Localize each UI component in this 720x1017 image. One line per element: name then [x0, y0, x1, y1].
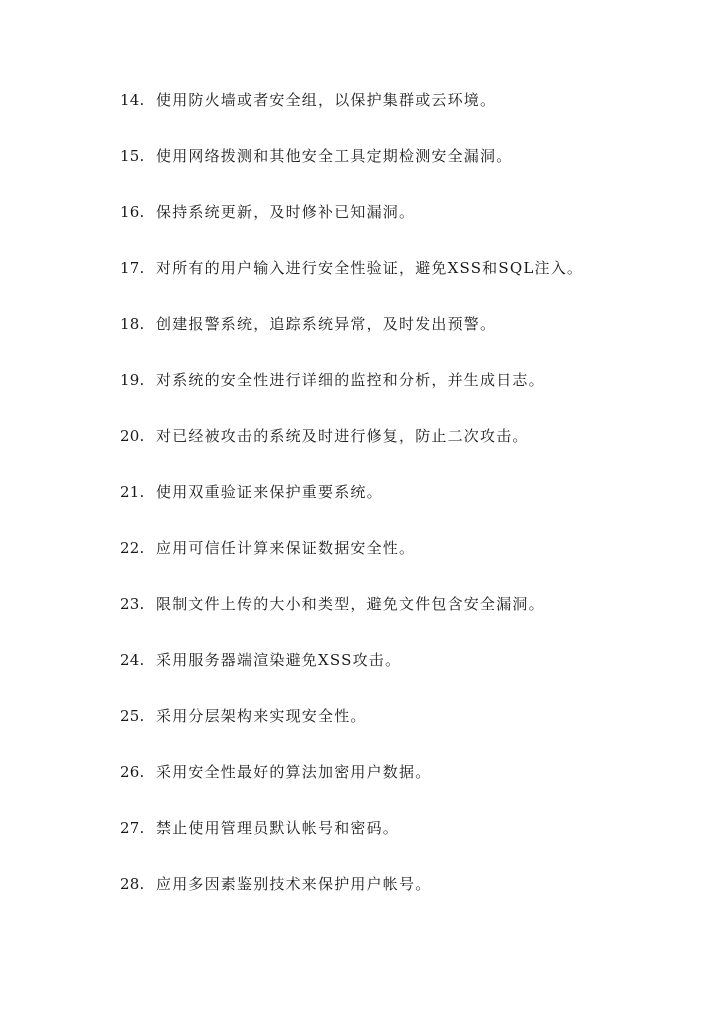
item-number: 28. — [120, 875, 145, 893]
item-number: 19. — [120, 371, 145, 389]
item-number: 16. — [120, 203, 145, 221]
item-text: 采用安全性最好的算法加密用户数据。 — [156, 763, 432, 781]
item-text: 对系统的安全性进行详细的监控和分析，并生成日志。 — [156, 371, 545, 389]
item-number: 25. — [120, 707, 145, 725]
list-item — [120, 702, 680, 758]
item-text: 使用双重验证来保护重要系统。 — [156, 483, 383, 501]
item-text: 采用服务器端渲染避免XSS攻击。 — [156, 651, 402, 669]
security-measures-list — [120, 86, 680, 926]
list-item — [120, 478, 680, 534]
list-item — [120, 142, 680, 198]
item-number: 20. — [120, 427, 145, 445]
item-number: 22. — [120, 539, 145, 557]
item-number: 14. — [120, 91, 145, 109]
item-text: 应用可信任计算来保证数据安全性。 — [156, 539, 416, 557]
item-number: 18. — [120, 315, 145, 333]
list-item — [120, 814, 680, 870]
item-number: 17. — [120, 259, 145, 277]
item-text: 对所有的用户输入进行安全性验证，避免XSS和SQL注入。 — [156, 259, 584, 277]
item-number: 27. — [120, 819, 145, 837]
list-item — [120, 366, 680, 422]
item-text: 创建报警系统，追踪系统异常，及时发出预警。 — [156, 315, 497, 333]
item-text: 使用网络拨测和其他安全工具定期检测安全漏洞。 — [156, 147, 513, 165]
list-item — [120, 422, 680, 478]
item-number: 21. — [120, 483, 145, 501]
list-item — [120, 758, 680, 814]
item-text: 对已经被攻击的系统及时进行修复，防止二次攻击。 — [156, 427, 529, 445]
item-text: 禁止使用管理员默认帐号和密码。 — [156, 819, 400, 837]
item-number: 26. — [120, 763, 145, 781]
list-item — [120, 534, 680, 590]
item-number: 23. — [120, 595, 145, 613]
list-item — [120, 646, 680, 702]
item-number: 15. — [120, 147, 145, 165]
item-number: 24. — [120, 651, 145, 669]
item-text: 保持系统更新，及时修补已知漏洞。 — [156, 203, 416, 221]
item-text: 应用多因素鉴别技术来保护用户帐号。 — [156, 875, 432, 893]
list-item — [120, 310, 680, 366]
item-text: 限制文件上传的大小和类型，避免文件包含安全漏洞。 — [156, 595, 545, 613]
list-item — [120, 870, 680, 926]
item-text: 使用防火墙或者安全组，以保护集群或云环境。 — [156, 91, 497, 109]
list-item — [120, 254, 680, 310]
list-item — [120, 86, 680, 142]
list-item — [120, 198, 680, 254]
item-text: 采用分层架构来实现安全性。 — [156, 707, 367, 725]
list-item — [120, 590, 680, 646]
